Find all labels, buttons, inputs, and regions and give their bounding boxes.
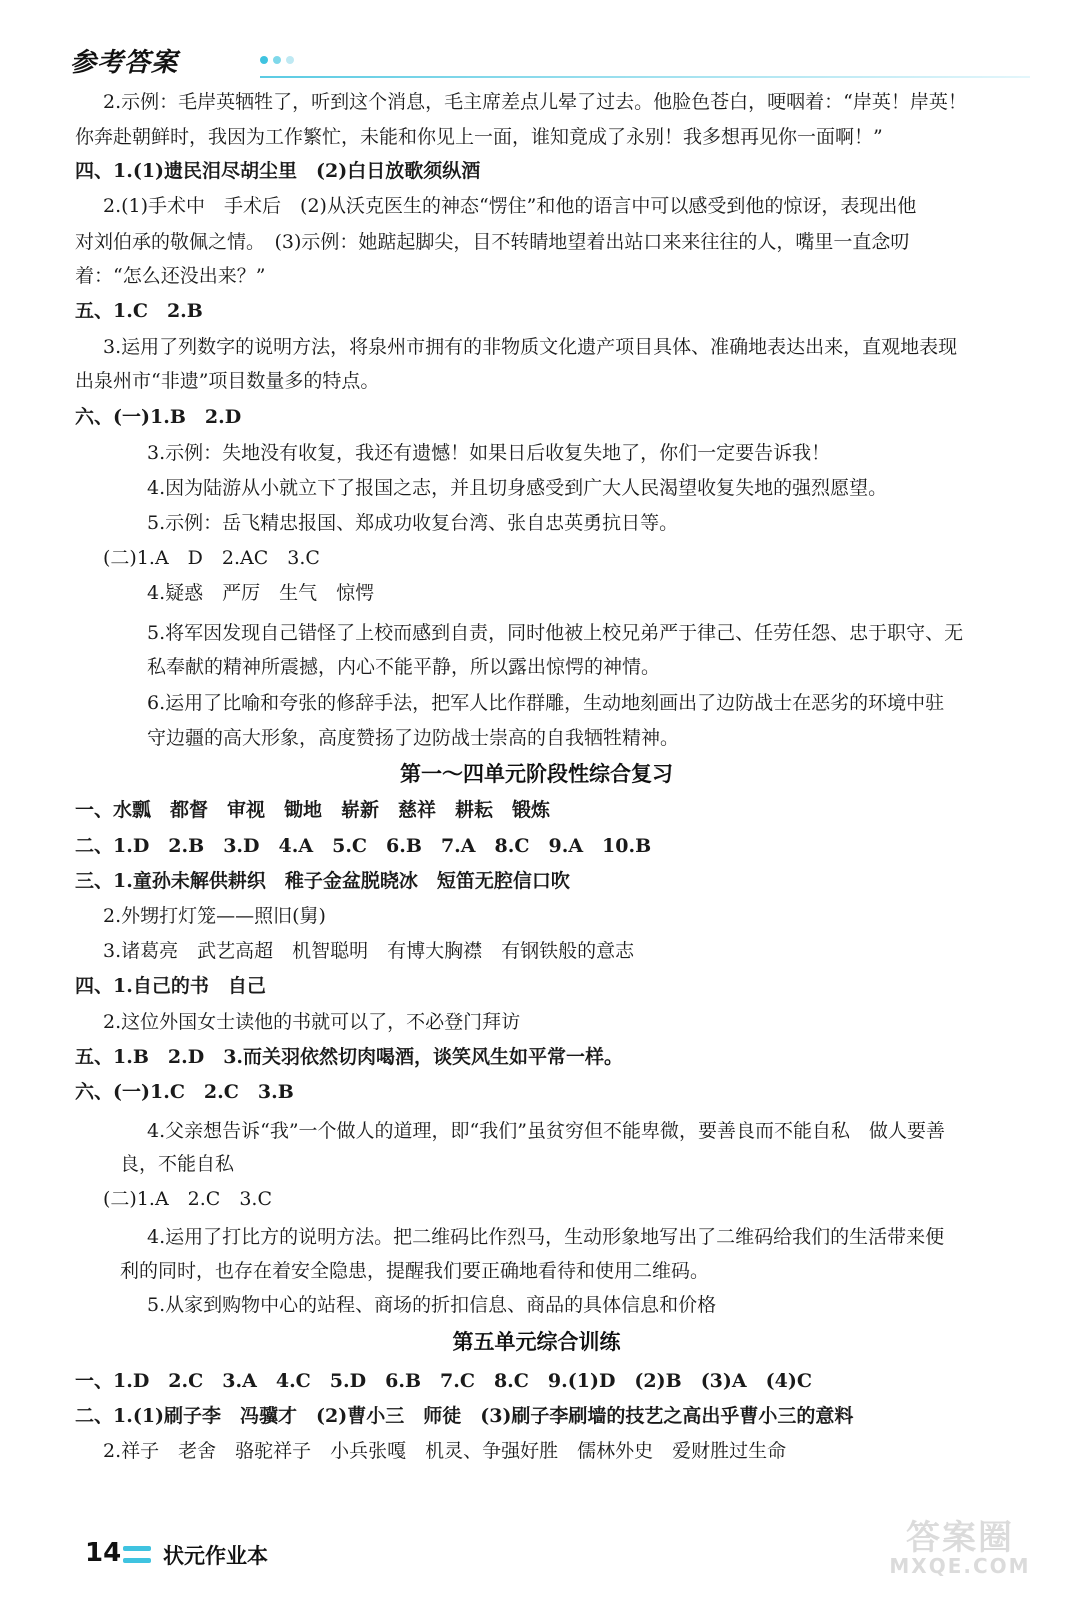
answer-line: 五、1.B 2.D 3.而关羽依然切肉喝酒，谈笑风生如平常一样。	[75, 1046, 624, 1068]
answer-line: 六、(一)1.B 2.D	[75, 406, 242, 428]
answer-line: 4.父亲想告诉“我”一个做人的道理，即“我们”虽贫穷但不能卑微，要善良而不能自私 做人要善	[147, 1120, 945, 1142]
answer-line: (二)1.A D 2.AC 3.C	[103, 547, 320, 569]
answer-line: 5.示例：岳飞精忠报国、郑成功收复台湾、张自忠英勇抗日等。	[147, 512, 679, 534]
answer-line: 5.从家到购物中心的站程、商场的折扣信息、商品的具体信息和价格	[147, 1294, 717, 1316]
answer-line: 2.祥子 老舍 骆驼祥子 小兵张嘎 机灵、争强好胜 儒林外史 爱财胜过生命	[103, 1440, 787, 1462]
answer-line: 4.因为陆游从小就立下了报国之志，并且切身感受到广大人民渴望收复失地的强烈愿望。	[147, 477, 888, 499]
answer-line: 2.示例：毛岸英牺牲了，听到这个消息，毛主席差点儿晕了过去。他脸色苍白，哽咽着：“岸英！岸英！	[103, 91, 967, 113]
answer-line: 3.运用了列数字的说明方法，将泉州市拥有的非物质文化遗产项目具体、准确地表达出来，直观地表现	[103, 336, 958, 358]
section-heading: 第一～四单元阶段性综合复习	[400, 762, 673, 786]
answer-line: 四、1.自己的书 自己	[75, 975, 266, 997]
footer-bar-decoration	[123, 1558, 151, 1563]
answer-line: 4.运用了打比方的说明方法。把二维码比作烈马，生动形象地写出了二维码给我们的生活带来便	[147, 1226, 945, 1248]
answer-line: 2.这位外国女士读他的书就可以了，不必登门拜访	[103, 1011, 521, 1033]
answer-line: 六、(一)1.C 2.C 3.B	[75, 1081, 294, 1103]
answer-line: 守边疆的高大形象，高度赞扬了边防战士崇高的自我牺牲精神。	[147, 727, 680, 749]
answer-line: 你奔赴朝鲜时，我因为工作繁忙，未能和你见上一面，谁知竟成了永别！我多想再见你一面啊！”	[75, 126, 883, 148]
header-title: 参考答案	[70, 48, 179, 78]
watermark-url: MXQE.COM	[889, 1554, 1031, 1578]
answer-line: 5.将军因发现自己错怪了上校而感到自责，同时他被上校兄弟严于律己、任劳任怨、忠于职守、无	[147, 622, 964, 644]
section-heading: 第五单元综合训练	[452, 1330, 621, 1354]
page-header	[70, 42, 1025, 82]
answer-line: 一、水瓢 都督 审视 锄地 崭新 慈祥 耕耘 锻炼	[75, 799, 551, 821]
answer-line: (二)1.A 2.C 3.C	[103, 1188, 273, 1210]
answer-line: 五、1.C 2.B	[75, 300, 203, 322]
dot-decoration	[273, 56, 281, 64]
dot-decoration	[260, 56, 268, 64]
book-title: 状元作业本	[163, 1544, 268, 1568]
answer-line: 三、1.童孙未解供耕织 稚子金盆脱晓冰 短笛无腔信口吹	[75, 870, 570, 892]
answer-line: 6.运用了比喻和夸张的修辞手法，把军人比作群雕，生动地刻画出了边防战士在恶劣的环境中驻	[147, 692, 945, 714]
answer-line: 私奉献的精神所震撼，内心不能平静，所以露出惊愕的神情。	[147, 656, 661, 678]
answer-line: 二、1.D 2.B 3.D 4.A 5.C 6.B 7.A 8.C 9.A 10.B	[75, 835, 652, 857]
watermark-logo	[875, 1510, 1045, 1580]
page-number: 14	[85, 1538, 122, 1568]
footer-bar-decoration	[123, 1546, 151, 1551]
answer-line: 3.诸葛亮 武艺高超 机智聪明 有博大胸襟 有钢铁般的意志	[103, 940, 635, 962]
answer-line: 二、1.(1)刷子李 冯骥才 (2)曹小三 师徒 (3)刷子李刷墙的技艺之高出乎曹小三的意料	[75, 1405, 854, 1427]
answer-line: 2.(1)手术中 手术后 (2)从沃克医生的神态“愣住”和他的语言中可以感受到他的惊讶，表现出他	[103, 195, 917, 217]
answer-line: 3.示例：失地没有收复，我还有遗憾！如果日后收复失地了，你们一定要告诉我！	[147, 442, 831, 464]
watermark-text: 答案圈	[906, 1518, 1014, 1558]
dot-decoration	[286, 56, 294, 64]
answer-line: 出泉州市“非遗”项目数量多的特点。	[75, 370, 380, 392]
answer-line: 2.外甥打灯笼——照旧(舅)	[103, 905, 326, 927]
answer-line: 良，不能自私	[120, 1153, 235, 1175]
answer-line: 一、1.D 2.C 3.A 4.C 5.D 6.B 7.C 8.C 9.(1)D (2)B (3)A (4)C	[75, 1370, 812, 1392]
header-rule	[260, 76, 1030, 78]
answer-line: 对刘伯承的敬佩之情。 (3)示例：她踮起脚尖，目不转睛地望着出站口来来往往的人，嘴里一直念叨	[75, 231, 910, 253]
page-footer	[85, 1538, 485, 1578]
answer-line: 4.疑惑 严厉 生气 惊愕	[147, 582, 375, 604]
header-dots	[260, 56, 294, 64]
answer-line: 利的同时，也存在着安全隐患，提醒我们要正确地看待和使用二维码。	[120, 1260, 710, 1282]
answer-line: 四、1.(1)遗民泪尽胡尘里 (2)白日放歌须纵酒	[75, 160, 481, 182]
answer-line: 着：“怎么还没出来？”	[75, 265, 266, 287]
